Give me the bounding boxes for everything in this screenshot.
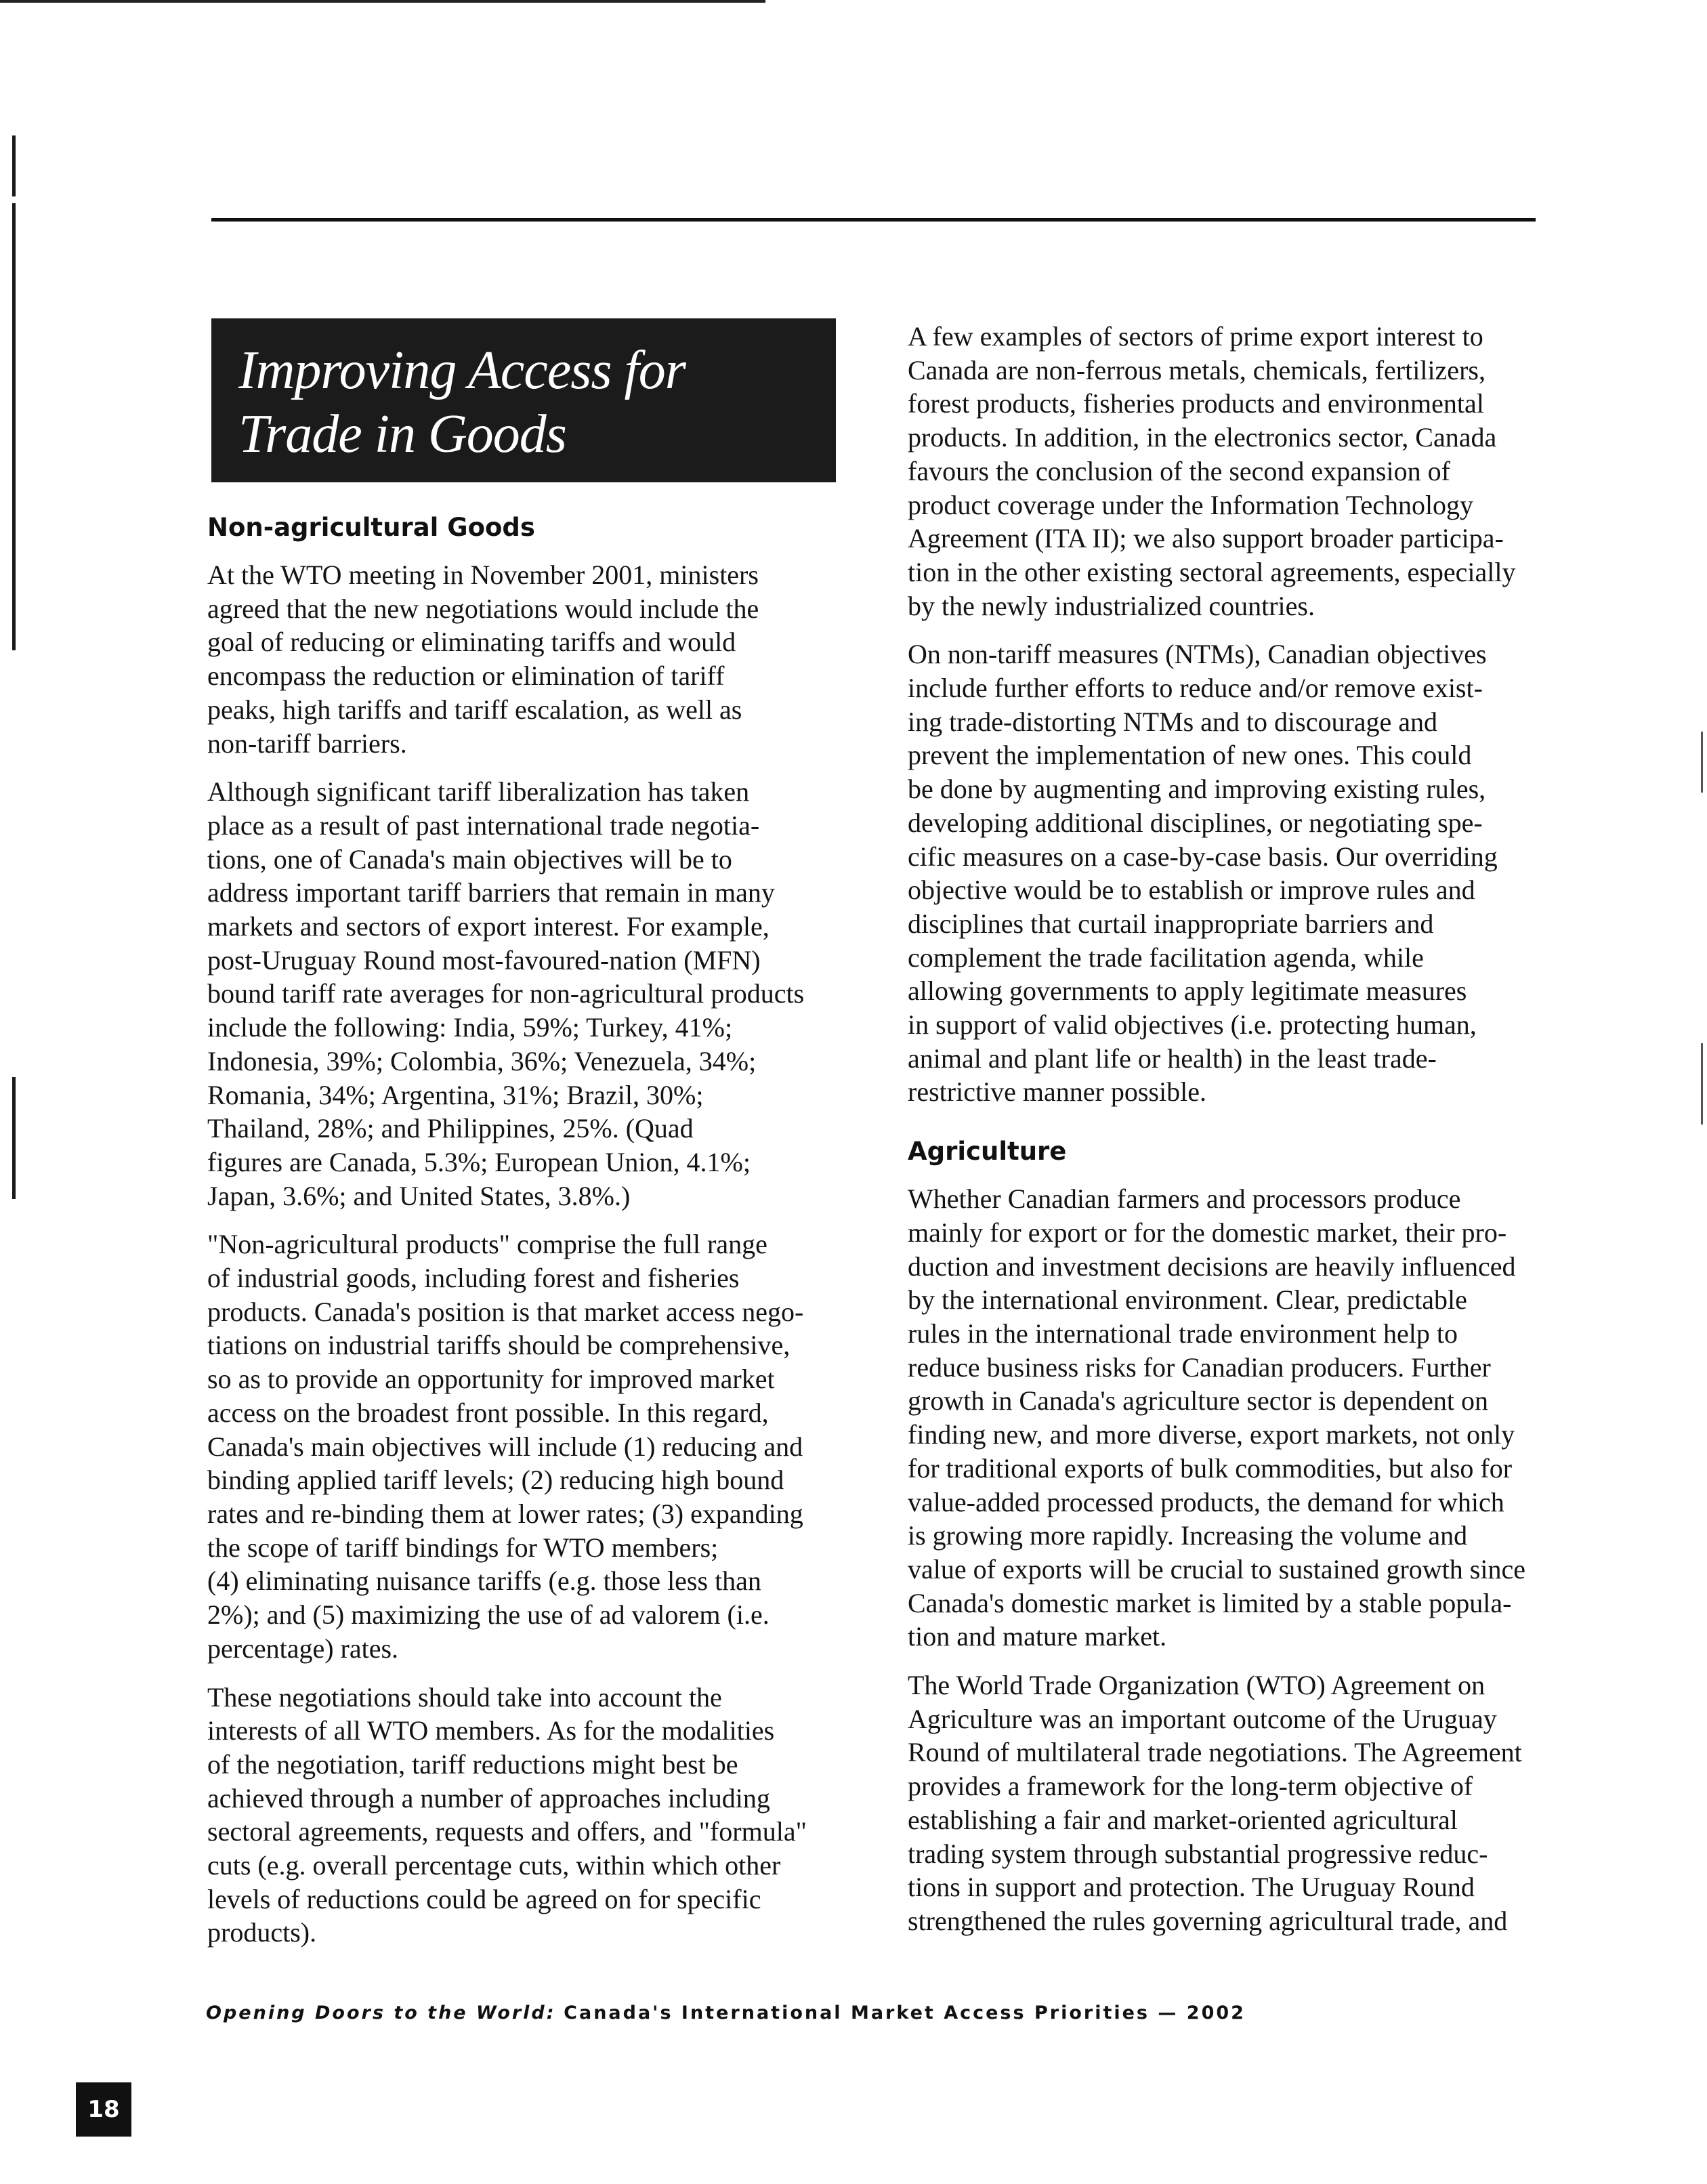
paragraph: These negotiations should take into account the interests of all WTO members. As for the modalities of the negotiation, tariff reductions might best be achieved through a number of approaches including sectoral agreements, requests and offers, and "formula" cuts (e.g. overall percentage cuts, within which other levels of reductions could be agreed on for specific products). bbox=[207, 1681, 807, 1948]
right-column bbox=[908, 320, 1531, 1953]
scan-edge-top bbox=[0, 0, 765, 3]
header-rule bbox=[211, 218, 1536, 222]
section-title-line-2: Trade in Goods bbox=[238, 404, 566, 464]
scan-edge-right bbox=[1701, 1043, 1703, 1125]
page-number: 18 bbox=[76, 2082, 131, 2137]
paragraph: A few examples of sectors of prime export interest to Canada are non-ferrous metals, chemicals, fertilizers, forest products, fisheries products and environmental products. In addition, in the electronics sector, Canada favours the conclusion of the second expansion of product coverage under the Information Technology Agreement (ITA II); we also support broader participa- tion in the other existing sectoral agreements, especially by the newly industrialized countries. bbox=[908, 321, 1516, 621]
paragraph: Although significant tariff liberalization has taken place as a result of past international trade negotia- tions, one of Canada's main objectives will be to address important tariff barriers that remain in many markets and sectors of export interest. For example, post-Uruguay Round most-favoured-nation (MFN) bound tariff rate averages for non-agricultural products include the following: India, 59%; Turkey, 41%; Indonesia, 39%; Colombia, 36%; Venezuela, 34%; Romania, 34%; Argentina, 31%; Brazil, 30%; Thailand, 28%; and Philippines, 25%. (Quad figures are Canada, 5.3%; European Union, 4.1%; Japan, 3.6%; and United States, 3.8%.) bbox=[207, 776, 805, 1211]
paragraph: "Non-agricultural products" comprise the full range of industrial goods, including forest and fisheries products. Canada's position is that market access nego- tiations on industrial tariffs should be comprehensive, so as to provide an opportunity for improved market access on the broadest front possible. In this regard, Canada's main objectives will include (1) reducing and binding applied tariff levels; (2) reducing high bound rates and re-binding them at lower rates; (3) expanding the scope of tariff bindings for WTO members; (4) eliminating nuisance tariffs (e.g. those less than 2%); and (5) maximizing the use of ad valorem (i.e. percentage) rates. bbox=[207, 1229, 804, 1664]
heading-non-agricultural-goods: Non-agricultural Goods bbox=[207, 513, 535, 542]
heading-agriculture: Agriculture bbox=[908, 1137, 1067, 1167]
section-title bbox=[238, 339, 686, 466]
paragraph: On non-tariff measures (NTMs), Canadian objectives include further efforts to reduce and/or remove exist- ing trade-distorting NTMs and to discourage and prevent the implementation of new ones. This could be done by augmenting and improving existing rules, developing additional disciplines, or negotiating spe- cific measures on a case-by-case basis. Our overriding objective would be to establish or improve rules and disciplines that curtail inappropriate barriers and complement the trade facilitation agenda, while allowing governments to apply legitimate measures in support of valid objectives (i.e. protecting human, animal and plant life or health) in the least trade- restrictive manner possible. bbox=[908, 639, 1498, 1108]
section-title-box bbox=[211, 318, 836, 482]
section-title-line-1: Improving Access for bbox=[238, 341, 686, 400]
footer-publication-title: Opening Doors to the World: bbox=[206, 2002, 556, 2023]
scan-edge-left bbox=[12, 135, 16, 196]
footer-publication-subtitle: Canada's International Market Access Priorities — 2002 bbox=[564, 2002, 1246, 2023]
scan-edge-left bbox=[12, 203, 16, 650]
paragraph: Whether Canadian farmers and processors produce mainly for export or for the domestic market, their pro- duction and investment decisions are heavily influenced by the international environment. Clear, predictable rules in the international trade environment help to reduce business risks for Canadian producers. Further growth in Canada's agriculture sector is dependent on finding new, and more diverse, export markets, not only for traditional exports of bulk commodities, but also for value-added processed products, the demand for which is growing more rapidly. Increasing the volume and value of exports will be crucial to sustained growth since Canada's domestic market is limited by a stable popula- tion and mature market. bbox=[908, 1183, 1525, 1652]
running-footer bbox=[206, 2002, 1246, 2023]
left-column bbox=[207, 511, 830, 1965]
paragraph: At the WTO meeting in November 2001, ministers agreed that the new negotiations would include the goal of reducing or eliminating tariffs and would encompass the reduction or elimination of tariff peaks, high tariffs and tariff escalation, as well as non-tariff barriers. bbox=[207, 560, 759, 759]
scan-edge-left bbox=[12, 1077, 16, 1199]
paragraph: The World Trade Organization (WTO) Agreement on Agriculture was an important outcome of the Uruguay Round of multilateral trade negotiations. The Agreement provides a framework for the long-term objective of establishing a fair and market-oriented agricultural trading system through substantial progressive reduc- tions in support and protection. The Uruguay Round strengthened the rules governing agricultural trade, and bbox=[908, 1670, 1522, 1936]
scan-edge-right bbox=[1701, 732, 1703, 793]
